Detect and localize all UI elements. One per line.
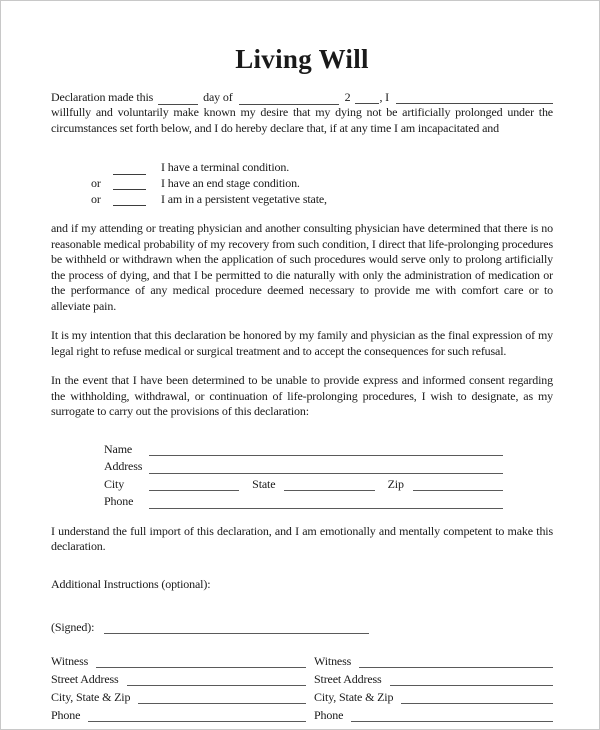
condition-row-vegetative bbox=[91, 191, 553, 207]
intro-comma-text: , I bbox=[379, 89, 389, 104]
competence-paragraph: I understand the full import of this declaration, and I am emotionally and mentally competent to make this declaration. bbox=[51, 523, 553, 554]
surrogate-address-label: Address bbox=[104, 459, 143, 474]
witness1-name-field[interactable] bbox=[96, 655, 306, 668]
condition-text-vegetative: I am in a persistent vegetative state, bbox=[161, 191, 327, 206]
signature-field[interactable] bbox=[104, 621, 369, 634]
intention-paragraph: It is my intention that this declaration be honored by my family and physician as the final expression of my legal right to refuse medical or surgical treatment and to accept the consequences for such refusal. bbox=[51, 328, 553, 358]
witness-name-row bbox=[314, 651, 553, 669]
surrogate-phone-row bbox=[104, 492, 503, 510]
witness-phone-row bbox=[314, 705, 553, 723]
witness-name-row bbox=[51, 651, 306, 669]
witness1-street-field[interactable] bbox=[127, 673, 306, 686]
determination-paragraph: and if my attending or treating physician and another consulting physician have determined that there is no reasonable medical probability of my recovery from such condition, I direct that life-prolonging procedures be withheld or withdrawn when the application of such procedures would serve only to prolong artificially the process of dying, and that I be permitted to die naturally with only the administration of medication or the performance of any medical procedure deemed necessary to provide me with comfort care or to alleviate pain. bbox=[51, 221, 553, 313]
conditions-list bbox=[51, 160, 553, 207]
intro-lead-text: Declaration made this bbox=[51, 89, 154, 104]
condition-initials-blank-end-stage[interactable] bbox=[113, 178, 146, 190]
witness-street-label: Street Address bbox=[314, 671, 382, 686]
surrogate-phone-field[interactable] bbox=[149, 496, 503, 509]
witness-phone-label: Phone bbox=[51, 707, 81, 722]
surrogate-city-field[interactable] bbox=[149, 478, 239, 491]
witness2-street-field[interactable] bbox=[390, 673, 553, 686]
witness1-phone-field[interactable] bbox=[88, 709, 306, 722]
day-blank-field[interactable] bbox=[158, 93, 198, 105]
witness2-phone-field[interactable] bbox=[351, 709, 553, 722]
witness-name-label: Witness bbox=[314, 653, 352, 668]
witness-street-row bbox=[51, 669, 306, 687]
surrogate-state-label: State bbox=[252, 476, 276, 491]
signed-label: (Signed): bbox=[51, 619, 95, 634]
intro-dayof-text: day of bbox=[203, 89, 233, 104]
condition-or-label: or bbox=[91, 175, 101, 190]
witness-citystatezip-row bbox=[51, 687, 306, 705]
condition-initials-blank-terminal[interactable] bbox=[113, 163, 146, 175]
surrogate-address-row bbox=[104, 457, 503, 475]
signed-row bbox=[51, 618, 553, 635]
condition-text-terminal: I have a terminal condition. bbox=[161, 160, 290, 175]
condition-initials-blank-vegetative[interactable] bbox=[113, 194, 146, 206]
surrogate-name-label: Name bbox=[104, 441, 133, 456]
page-title: Living Will bbox=[235, 44, 369, 74]
declaration-date-line bbox=[51, 89, 553, 105]
witness2-name-field[interactable] bbox=[359, 655, 553, 668]
witness1-citystatezip-field[interactable] bbox=[138, 691, 306, 704]
witness-citystatezip-label: City, State & Zip bbox=[51, 689, 131, 704]
declarant-name-blank-field[interactable] bbox=[396, 92, 553, 104]
witness-phone-row bbox=[51, 705, 306, 723]
witness-street-row bbox=[314, 669, 553, 687]
witness-citystatezip-label: City, State & Zip bbox=[314, 689, 394, 704]
surrogate-intro-paragraph: In the event that I have been determined to be unable to provide express and informed consent regarding the withholding, withdrawal, or continuation of life-prolonging procedures, I wish to designate, as my surrogate to carry out the provisions of this declaration: bbox=[51, 373, 553, 419]
surrogate-name-field[interactable] bbox=[149, 443, 503, 456]
surrogate-address-field[interactable] bbox=[149, 461, 503, 474]
witness-column-right bbox=[314, 651, 553, 723]
intro-year-prefix-text: 2 bbox=[344, 89, 351, 104]
year-blank-field[interactable] bbox=[355, 92, 379, 104]
condition-or-label: or bbox=[91, 191, 101, 206]
surrogate-fields-block bbox=[104, 440, 503, 510]
surrogate-state-field[interactable] bbox=[284, 478, 374, 491]
surrogate-city-label: City bbox=[104, 476, 125, 491]
additional-instructions-label: Additional Instructions (optional): bbox=[51, 576, 211, 591]
surrogate-phone-label: Phone bbox=[104, 494, 134, 509]
condition-row-terminal bbox=[91, 160, 553, 176]
condition-row-end-stage bbox=[91, 176, 553, 192]
surrogate-zip-label: Zip bbox=[387, 476, 404, 491]
intro-continuation-text: willfully and voluntarily make known my desire that my dying not be artificially prolonged under the circumstances set forth below, and I do hereby declare that, if at any time I am incapacitated and bbox=[51, 105, 553, 135]
month-blank-field[interactable] bbox=[239, 93, 339, 105]
witness-column-left bbox=[51, 651, 306, 723]
witness-citystatezip-row bbox=[314, 687, 553, 705]
witness-phone-label: Phone bbox=[314, 707, 344, 722]
witness-section bbox=[51, 651, 553, 723]
witness2-citystatezip-field[interactable] bbox=[401, 691, 553, 704]
surrogate-name-row bbox=[104, 440, 503, 458]
condition-text-end-stage: I have an end stage condition. bbox=[161, 175, 300, 190]
witness-name-label: Witness bbox=[51, 653, 89, 668]
surrogate-zip-field[interactable] bbox=[413, 478, 503, 491]
witness-street-label: Street Address bbox=[51, 671, 119, 686]
surrogate-city-row bbox=[104, 475, 503, 493]
